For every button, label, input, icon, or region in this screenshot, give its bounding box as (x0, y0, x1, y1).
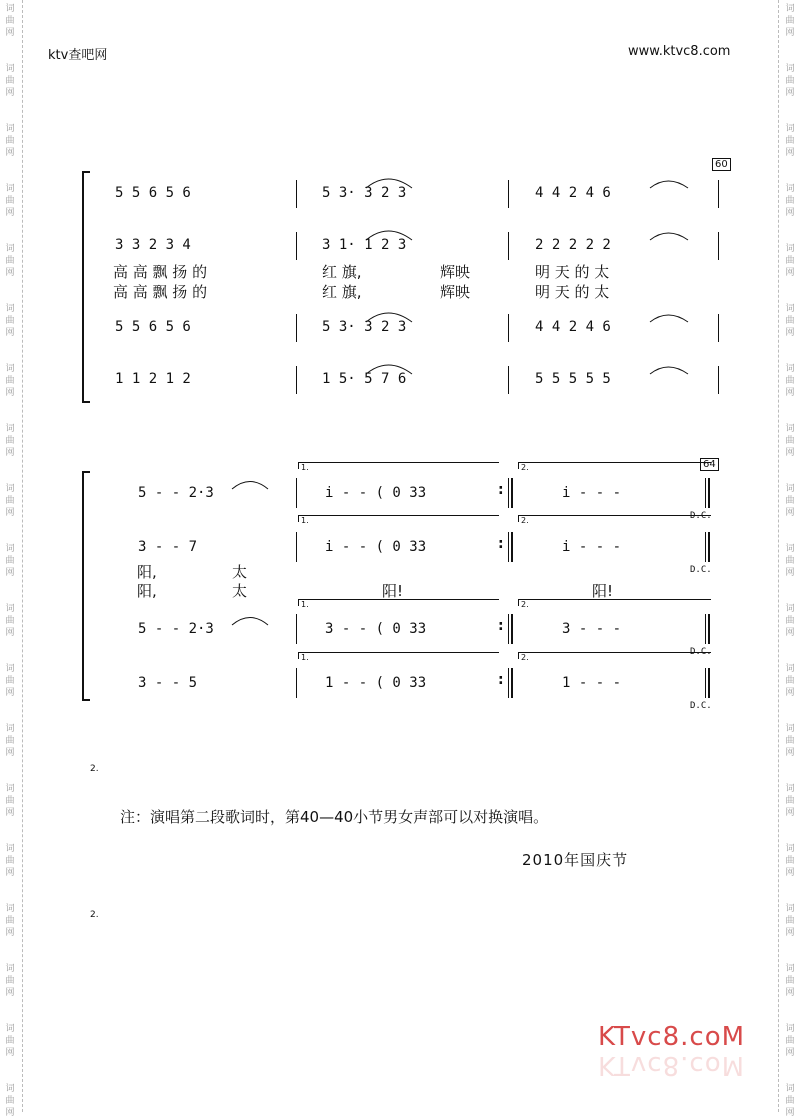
s2-lyric-1-a: 阳, (137, 563, 157, 581)
s2-lyric-2-c: 阳! (382, 582, 404, 600)
watermark-glyph: 词 (785, 844, 795, 854)
watermark-glyph: 网 (785, 1108, 795, 1118)
watermark-glyph: 网 (785, 868, 795, 878)
watermark-glyph: 网 (5, 508, 15, 518)
watermark-glyph: 词 (785, 4, 795, 14)
watermark-glyph: 词 (785, 184, 795, 194)
s1-slurs (0, 0, 800, 420)
s2-v4-m2: 1 - - ( 0 33 (325, 675, 427, 691)
watermark-glyph: 曲 (785, 76, 795, 86)
watermark-glyph: 网 (785, 388, 795, 398)
watermark-glyph: 词 (785, 664, 795, 674)
watermark-glyph: 曲 (5, 136, 15, 146)
volta-1-row-1: 1. (298, 462, 499, 469)
watermark-glyph: 曲 (5, 496, 15, 506)
watermark-glyph: 曲 (5, 856, 15, 866)
watermark-glyph: 曲 (785, 676, 795, 686)
watermark-glyph: 曲 (785, 976, 795, 986)
watermark-glyph: 词 (5, 484, 15, 494)
volta-2-row-4: 2. (518, 652, 711, 659)
watermark-glyph: 曲 (785, 16, 795, 26)
watermark-glyph: 曲 (785, 496, 795, 506)
s1-lyric-2-a: 高 高 飘 扬 的 (113, 283, 208, 301)
watermark-glyph: 词 (5, 724, 15, 734)
section-marker-2: 2. (90, 910, 99, 920)
watermark-glyph: 词 (5, 304, 15, 314)
volta-2-row-2: 2. (518, 515, 711, 522)
watermark-glyph: 曲 (785, 316, 795, 326)
s1-lyric-2-d: 明 天 的 太 (535, 283, 610, 301)
s1-lyric-2-b: 红 旗, (322, 283, 362, 301)
s1-lyric-1-c: 辉映 (440, 263, 471, 281)
watermark-glyph: 词 (5, 784, 15, 794)
watermark-glyph: 网 (5, 28, 15, 38)
watermark-glyph: 曲 (785, 196, 795, 206)
watermark-glyph: 网 (785, 88, 795, 98)
measure-number-64: 64 (700, 458, 719, 471)
section-marker-1: 2. (90, 764, 99, 774)
watermark-glyph: 词 (785, 424, 795, 434)
header-site-url[interactable]: www.ktvc8.com (628, 44, 731, 59)
watermark-glyph: 网 (785, 208, 795, 218)
s1-v2-m1: 3 3 2 3 4 (115, 237, 191, 253)
watermark-glyph: 词 (5, 124, 15, 134)
watermark-glyph: 网 (785, 148, 795, 158)
watermark-glyph: 网 (785, 928, 795, 938)
watermark-glyph: 网 (785, 748, 795, 758)
s1-v4-m1: 1 1 2 1 2 (115, 371, 191, 387)
watermark-glyph: 词 (785, 124, 795, 134)
watermark-glyph: 网 (5, 988, 15, 998)
s1-v1-m3: 4 4 2 4 6 (535, 185, 611, 201)
watermark-glyph: 曲 (785, 796, 795, 806)
watermark-glyph: 曲 (785, 856, 795, 866)
watermark-glyph: 网 (785, 328, 795, 338)
composition-date: 2010年国庆节 (522, 851, 629, 869)
watermark-glyph: 词 (5, 1024, 15, 1034)
dc-mark-3: D.C. (690, 647, 712, 657)
watermark-glyph: 词 (785, 1084, 795, 1094)
watermark-glyph: 网 (5, 1048, 15, 1058)
watermark-glyph: 网 (785, 268, 795, 278)
watermark-glyph: 词 (5, 904, 15, 914)
watermark-glyph: 词 (5, 544, 15, 554)
watermark-glyph: 网 (5, 448, 15, 458)
watermark-glyph: 曲 (5, 256, 15, 266)
watermark-glyph: 词 (785, 484, 795, 494)
s2-v4-m3: 1 - - - (562, 675, 622, 691)
watermark-glyph: 词 (5, 364, 15, 374)
watermark-glyph: 网 (5, 208, 15, 218)
watermark-glyph: 词 (5, 604, 15, 614)
watermark-glyph: 词 (785, 1024, 795, 1034)
s1-v2-m2: 3 1· 1 2 3 (322, 237, 407, 253)
watermark-glyph: 网 (5, 328, 15, 338)
watermark-glyph: 曲 (5, 1036, 15, 1046)
watermark-glyph: 网 (785, 448, 795, 458)
watermark-glyph: 词 (5, 1084, 15, 1094)
s2-lyric-1-b: 太 (232, 563, 248, 581)
watermark-glyph: 曲 (5, 76, 15, 86)
watermark-glyph: 词 (5, 844, 15, 854)
watermark-glyph: 曲 (5, 796, 15, 806)
s1-v3-m3: 4 4 2 4 6 (535, 319, 611, 335)
watermark-glyph: 词 (5, 664, 15, 674)
watermark-glyph: 曲 (5, 16, 15, 26)
watermark-glyph: 词 (5, 964, 15, 974)
s2-lyric-2-a: 阳, (137, 582, 157, 600)
s1-v3-m1: 5 5 6 5 6 (115, 319, 191, 335)
s2-v4-m1: 3 - - 5 (138, 675, 198, 691)
watermark-glyph: 网 (5, 568, 15, 578)
watermark-glyph: 网 (785, 28, 795, 38)
watermark-glyph: 网 (785, 628, 795, 638)
performance-note: 注：演唱第二段歌词时，第40—40小节男女声部可以对换演唱。 (120, 808, 549, 826)
watermark-glyph: 曲 (5, 736, 15, 746)
watermark-glyph: 曲 (785, 916, 795, 926)
watermark-glyph: 词 (785, 244, 795, 254)
watermark-glyph: 曲 (5, 976, 15, 986)
watermark-glyph: 词 (785, 964, 795, 974)
dc-mark-2: D.C. (690, 565, 712, 575)
watermark-glyph: 词 (5, 244, 15, 254)
watermark-glyph: 曲 (5, 1096, 15, 1106)
s2-v2-m3: i - - - (562, 539, 622, 555)
s1-v2-m3: 2 2 2 2 2 (535, 237, 611, 253)
watermark-glyph: 曲 (5, 616, 15, 626)
watermark-glyph: 网 (5, 748, 15, 758)
watermark-glyph: 曲 (5, 376, 15, 386)
watermark-glyph: 曲 (5, 676, 15, 686)
watermark-glyph: 词 (5, 184, 15, 194)
s1-lyric-1-a: 高 高 飘 扬 的 (113, 263, 208, 281)
s1-lyric-1-d: 明 天 的 太 (535, 263, 610, 281)
s2-v2-m1: 3 - - 7 (138, 539, 198, 555)
watermark-glyph: 网 (785, 568, 795, 578)
s2-v3-m1: 5 - - 2·3 (138, 621, 214, 637)
s2-v1-m3: i - - - (562, 485, 622, 501)
watermark-glyph: 网 (785, 1048, 795, 1058)
s1-lyric-1-b: 红 旗, (322, 263, 362, 281)
watermark-glyph: 曲 (785, 376, 795, 386)
s2-v3-m2: 3 - - ( 0 33 (325, 621, 427, 637)
volta-1-row-2: 1. (298, 515, 499, 522)
s2-v2-m2: i - - ( 0 33 (325, 539, 427, 555)
watermark-glyph: 词 (785, 904, 795, 914)
watermark-glyph: 曲 (785, 1096, 795, 1106)
s1-v1-m1: 5 5 6 5 6 (115, 185, 191, 201)
watermark-glyph: 曲 (5, 916, 15, 926)
watermark-glyph: 词 (785, 304, 795, 314)
watermark-glyph: 曲 (785, 136, 795, 146)
watermark-glyph: 词 (785, 724, 795, 734)
volta-2-row-3: 2. (518, 599, 711, 606)
watermark-glyph: 网 (5, 88, 15, 98)
watermark-glyph: 词 (5, 64, 15, 74)
watermark-glyph: 曲 (5, 436, 15, 446)
watermark-glyph: 网 (785, 988, 795, 998)
watermark-glyph: 曲 (5, 196, 15, 206)
volta-2-row-1: 2. (518, 462, 711, 469)
dc-mark-4: D.C. (690, 701, 712, 711)
watermark-glyph: 词 (785, 604, 795, 614)
s1-v1-m2: 5 3· 3 2 3 (322, 185, 407, 201)
s2-lyric-2-b: 太 (232, 582, 248, 600)
s2-v1-m1: 5 - - 2·3 (138, 485, 214, 501)
watermark-glyph: 网 (785, 688, 795, 698)
watermark-glyph: 网 (785, 508, 795, 518)
watermark-glyph: 网 (5, 628, 15, 638)
watermark-glyph: 网 (5, 1108, 15, 1118)
watermark-glyph: 网 (5, 928, 15, 938)
s2-v1-m2: i - - ( 0 33 (325, 485, 427, 501)
dc-mark-1: D.C. (690, 511, 712, 521)
watermark-glyph: 网 (5, 808, 15, 818)
watermark-glyph: 词 (5, 4, 15, 14)
s1-v3-m2: 5 3· 3 2 3 (322, 319, 407, 335)
watermark-glyph: 网 (785, 808, 795, 818)
watermark-glyph: 词 (5, 424, 15, 434)
s1-v4-m3: 5 5 5 5 5 (535, 371, 611, 387)
watermark-glyph: 曲 (5, 556, 15, 566)
watermark-glyph: 曲 (785, 1036, 795, 1046)
watermark-glyph: 曲 (785, 256, 795, 266)
watermark-glyph: 词 (785, 544, 795, 554)
s2-lyric-2-d: 阳! (592, 582, 614, 600)
watermark-glyph: 曲 (5, 316, 15, 326)
watermark-glyph: 网 (5, 688, 15, 698)
watermark-glyph: 词 (785, 64, 795, 74)
s1-v4-m2: 1 5· 5 7 6 (322, 371, 407, 387)
watermark-glyph: 网 (5, 388, 15, 398)
s2-v3-m3: 3 - - - (562, 621, 622, 637)
watermark-glyph: 词 (785, 364, 795, 374)
watermark-glyph: 词 (785, 784, 795, 794)
header-site-name: ktv查吧网 (48, 48, 108, 63)
volta-1-row-4: 1. (298, 652, 499, 659)
volta-1-row-3: 1. (298, 599, 499, 606)
watermark-glyph: 网 (5, 148, 15, 158)
watermark-glyph: 曲 (785, 436, 795, 446)
watermark-glyph: 曲 (785, 736, 795, 746)
watermark-glyph: 网 (5, 268, 15, 278)
s1-lyric-2-c: 辉映 (440, 283, 471, 301)
measure-number-60: 60 (712, 158, 731, 171)
watermark-glyph: 曲 (785, 616, 795, 626)
watermark-glyph: 网 (5, 868, 15, 878)
watermark-glyph: 曲 (785, 556, 795, 566)
